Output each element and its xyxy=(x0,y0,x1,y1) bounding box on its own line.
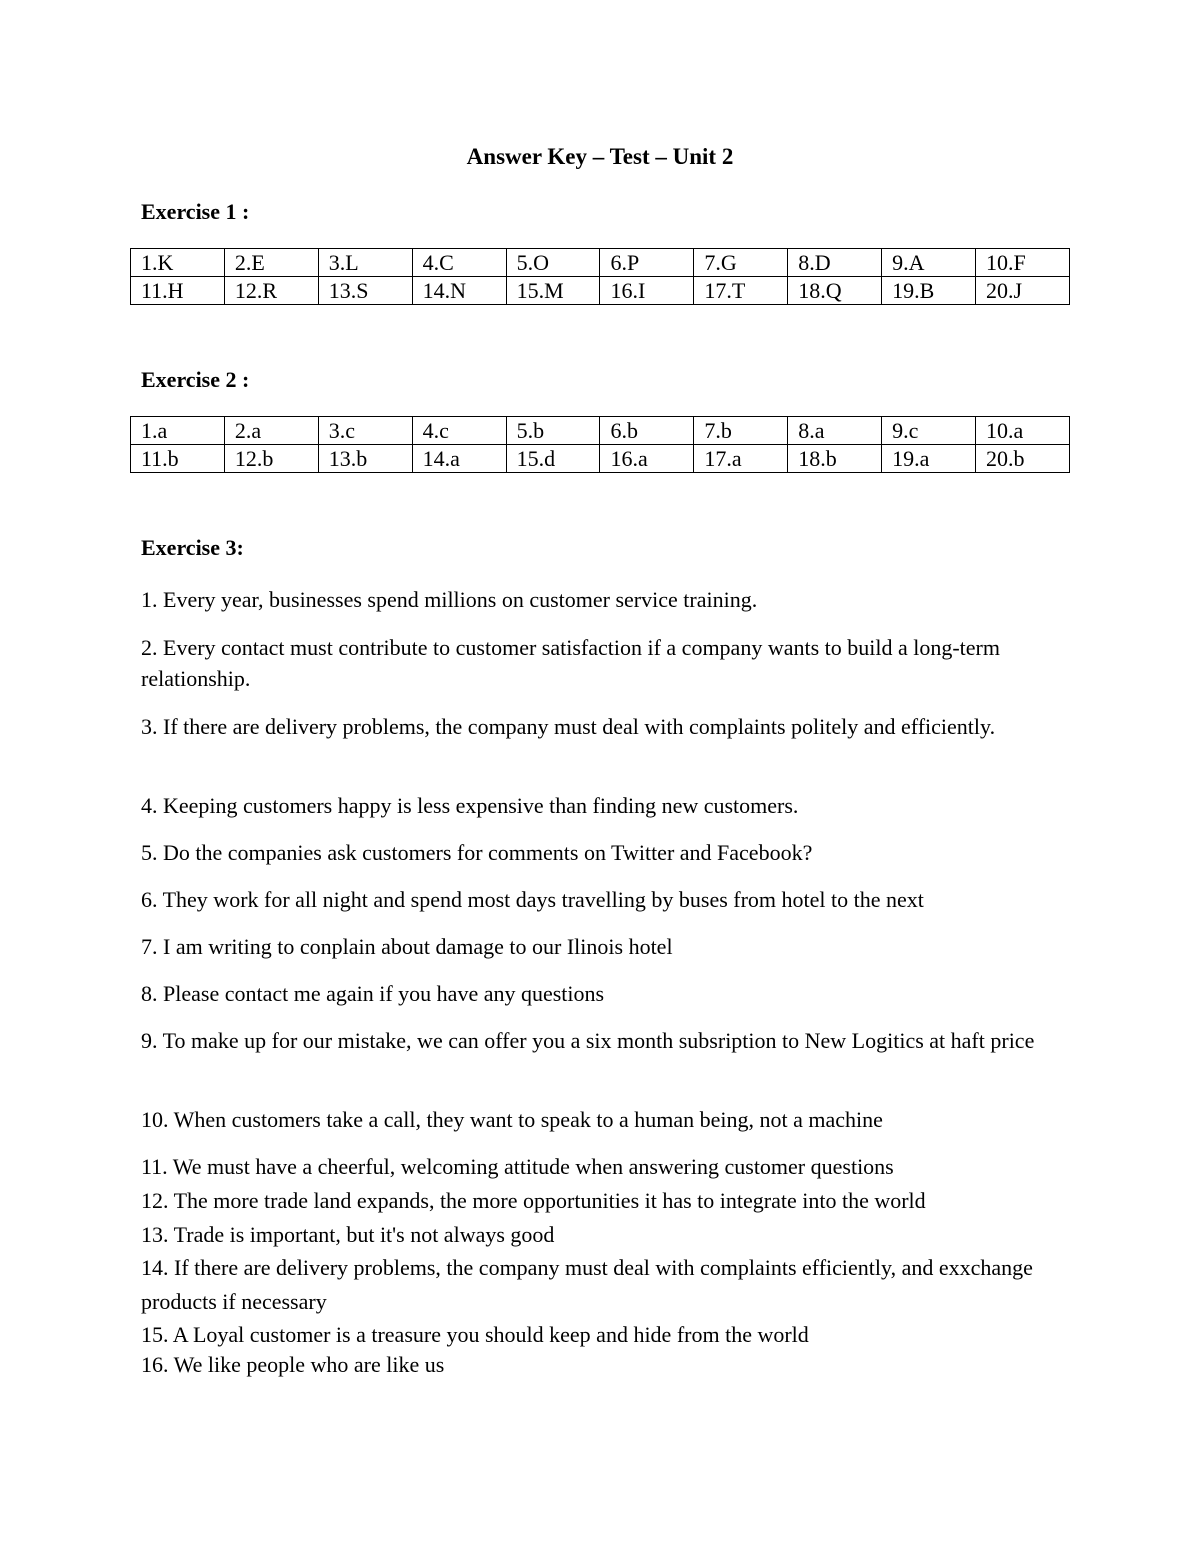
answer-item: 3. If there are delivery problems, the company must deal with complaints politely and efficiently. xyxy=(141,714,996,739)
answer-item: 10. When customers take a call, they want to speak to a human being, not a machine xyxy=(141,1107,883,1132)
table-cell: 11.b xyxy=(131,445,225,473)
table-cell: 16.I xyxy=(600,277,694,305)
document-title: Answer Key – Test – Unit 2 xyxy=(466,144,734,169)
table-cell: 1.K xyxy=(131,249,225,277)
table-cell: 19.B xyxy=(882,277,976,305)
table-cell: 15.M xyxy=(506,277,600,305)
table-row xyxy=(131,445,1070,473)
answer-item: 9. To make up for our mistake, we can offer you a six month subsription to New Logitics at haft price xyxy=(141,1028,1035,1053)
table-cell: 6.P xyxy=(600,249,694,277)
table-cell: 10.a xyxy=(976,417,1070,445)
table-row xyxy=(131,249,1070,277)
exercise-1-heading: Exercise 1 : xyxy=(141,199,250,224)
table-cell: 5.b xyxy=(506,417,600,445)
answer-item: 15. A Loyal customer is a treasure you should keep and hide from the world xyxy=(141,1322,809,1347)
table-cell: 8.a xyxy=(788,417,882,445)
exercise-1-answer-table xyxy=(130,248,1070,305)
table-cell: 20.b xyxy=(976,445,1070,473)
table-row xyxy=(131,417,1070,445)
table-cell: 9.c xyxy=(882,417,976,445)
table-cell: 19.a xyxy=(882,445,976,473)
answer-item: 2. Every contact must contribute to customer satisfaction if a company wants to build a long-term relationship. xyxy=(141,635,1000,691)
table-row xyxy=(131,277,1070,305)
exercise-3-heading: Exercise 3: xyxy=(141,535,244,560)
table-cell: 20.J xyxy=(976,277,1070,305)
table-cell: 1.a xyxy=(131,417,225,445)
answer-item: 4. Keeping customers happy is less expensive than finding new customers. xyxy=(141,793,799,818)
answer-item: 11. We must have a cheerful, welcoming attitude when answering customer questions xyxy=(141,1154,894,1179)
exercise-2-answer-table xyxy=(130,416,1070,473)
table-cell: 16.a xyxy=(600,445,694,473)
table-cell: 14.a xyxy=(412,445,506,473)
table-cell: 12.b xyxy=(224,445,318,473)
answer-item: 12. The more trade land expands, the more opportunities it has to integrate into the world xyxy=(141,1188,926,1213)
answer-item: 14. If there are delivery problems, the company must deal with complaints efficiently, and exxchange products if necessary xyxy=(141,1255,1033,1314)
answer-item: 16. We like people who are like us xyxy=(141,1352,445,1377)
table-cell: 2.E xyxy=(224,249,318,277)
table-cell: 18.b xyxy=(788,445,882,473)
table-cell: 17.a xyxy=(694,445,788,473)
table-cell: 15.d xyxy=(506,445,600,473)
table-cell: 17.T xyxy=(694,277,788,305)
exercise-2-heading: Exercise 2 : xyxy=(141,367,250,392)
answer-item: 8. Please contact me again if you have any questions xyxy=(141,981,605,1006)
table-cell: 9.A xyxy=(882,249,976,277)
table-cell: 13.S xyxy=(318,277,412,305)
table-cell: 8.D xyxy=(788,249,882,277)
table-cell: 14.N xyxy=(412,277,506,305)
table-cell: 12.R xyxy=(224,277,318,305)
table-cell: 11.H xyxy=(131,277,225,305)
table-cell: 3.c xyxy=(318,417,412,445)
answer-item: 7. I am writing to conplain about damage to our Ilinois hotel xyxy=(141,934,673,959)
table-cell: 13.b xyxy=(318,445,412,473)
table-cell: 4.c xyxy=(412,417,506,445)
table-cell: 4.C xyxy=(412,249,506,277)
table-cell: 5.O xyxy=(506,249,600,277)
answer-item: 6. They work for all night and spend most days travelling by buses from hotel to the next xyxy=(141,887,924,912)
table-cell: 7.b xyxy=(694,417,788,445)
answer-item: 1. Every year, businesses spend millions on customer service training. xyxy=(141,587,758,612)
table-cell: 18.Q xyxy=(788,277,882,305)
table-cell: 6.b xyxy=(600,417,694,445)
table-cell: 2.a xyxy=(224,417,318,445)
answer-item: 5. Do the companies ask customers for comments on Twitter and Facebook? xyxy=(141,840,813,865)
table-cell: 10.F xyxy=(976,249,1070,277)
table-cell: 3.L xyxy=(318,249,412,277)
table-cell: 7.G xyxy=(694,249,788,277)
answer-item: 13. Trade is important, but it's not always good xyxy=(141,1222,555,1247)
